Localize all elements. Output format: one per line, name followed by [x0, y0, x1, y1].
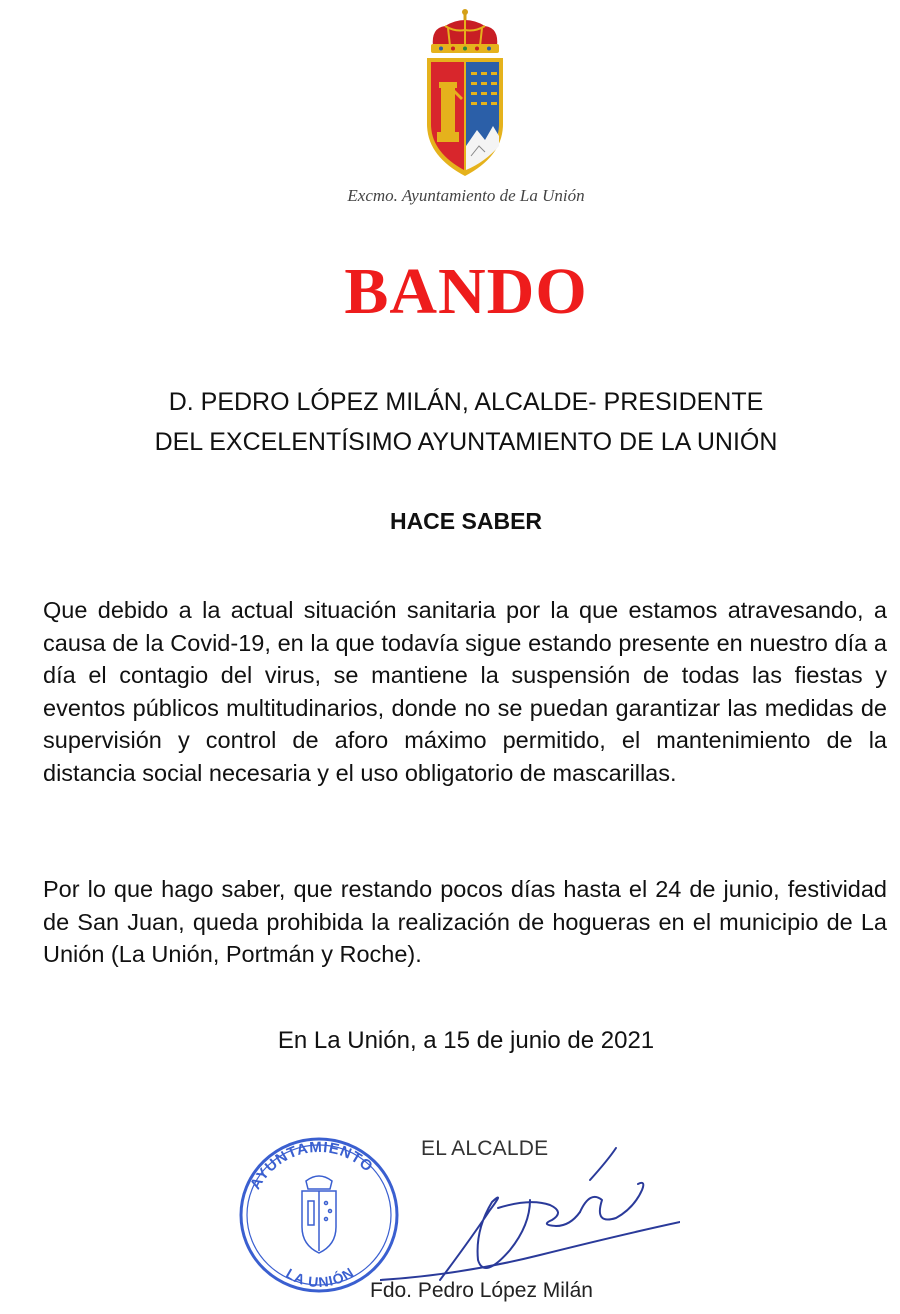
authority-line: DEL EXCELENTÍSIMO AYUNTAMIENTO DE LA UNIÓN [154, 428, 778, 456]
body-paragraph: Que debido a la actual situación sanitaria por la que estamos atravesando, a causa de la Covid-19, en la que todavía sigue estando presente en nuestro día a día el contagio del virus, se mantiene la suspensión de todas las fiestas y eventos públicos multitudinarios, donde no se puedan garantizar las medidas de supervisión y control de aforo máximo permitido, el mantenimiento de la distancia social necesaria y el uso obligatorio de mascarillas. [43, 597, 887, 786]
section-heading: HACE SABER [389, 508, 543, 534]
crown-icon [431, 9, 499, 53]
coat-of-arms-logo [415, 6, 515, 186]
handwritten-signature [380, 1130, 680, 1290]
issuing-authority [0, 382, 900, 462]
organization-name: Excmo. Ayuntamiento de La Unión [347, 186, 585, 205]
body-paragraph: Por lo que hago saber, que restando pocos días hasta el 24 de junio, festividad de San Juan, queda prohibida la realización de hogueras en el municipio de La Unión (La Unión, Portmán y Roche). [43, 876, 887, 968]
svg-text:LA UNIÓN: LA UNIÓN [283, 1263, 357, 1291]
svg-text:AYUNTAMIENTO: AYUNTAMIENTO [246, 1138, 377, 1193]
signer-name: Fdo. Pedro López Milán [370, 1279, 593, 1302]
date-line: En La Unión, a 15 de junio de 2021 [277, 1027, 655, 1054]
document-title: BANDO [344, 255, 588, 328]
shield-icon [427, 58, 503, 176]
authority-line: D. PEDRO LÓPEZ MILÁN, ALCALDE- PRESIDENTE [168, 388, 764, 416]
signer-title: EL ALCALDE [421, 1137, 549, 1160]
